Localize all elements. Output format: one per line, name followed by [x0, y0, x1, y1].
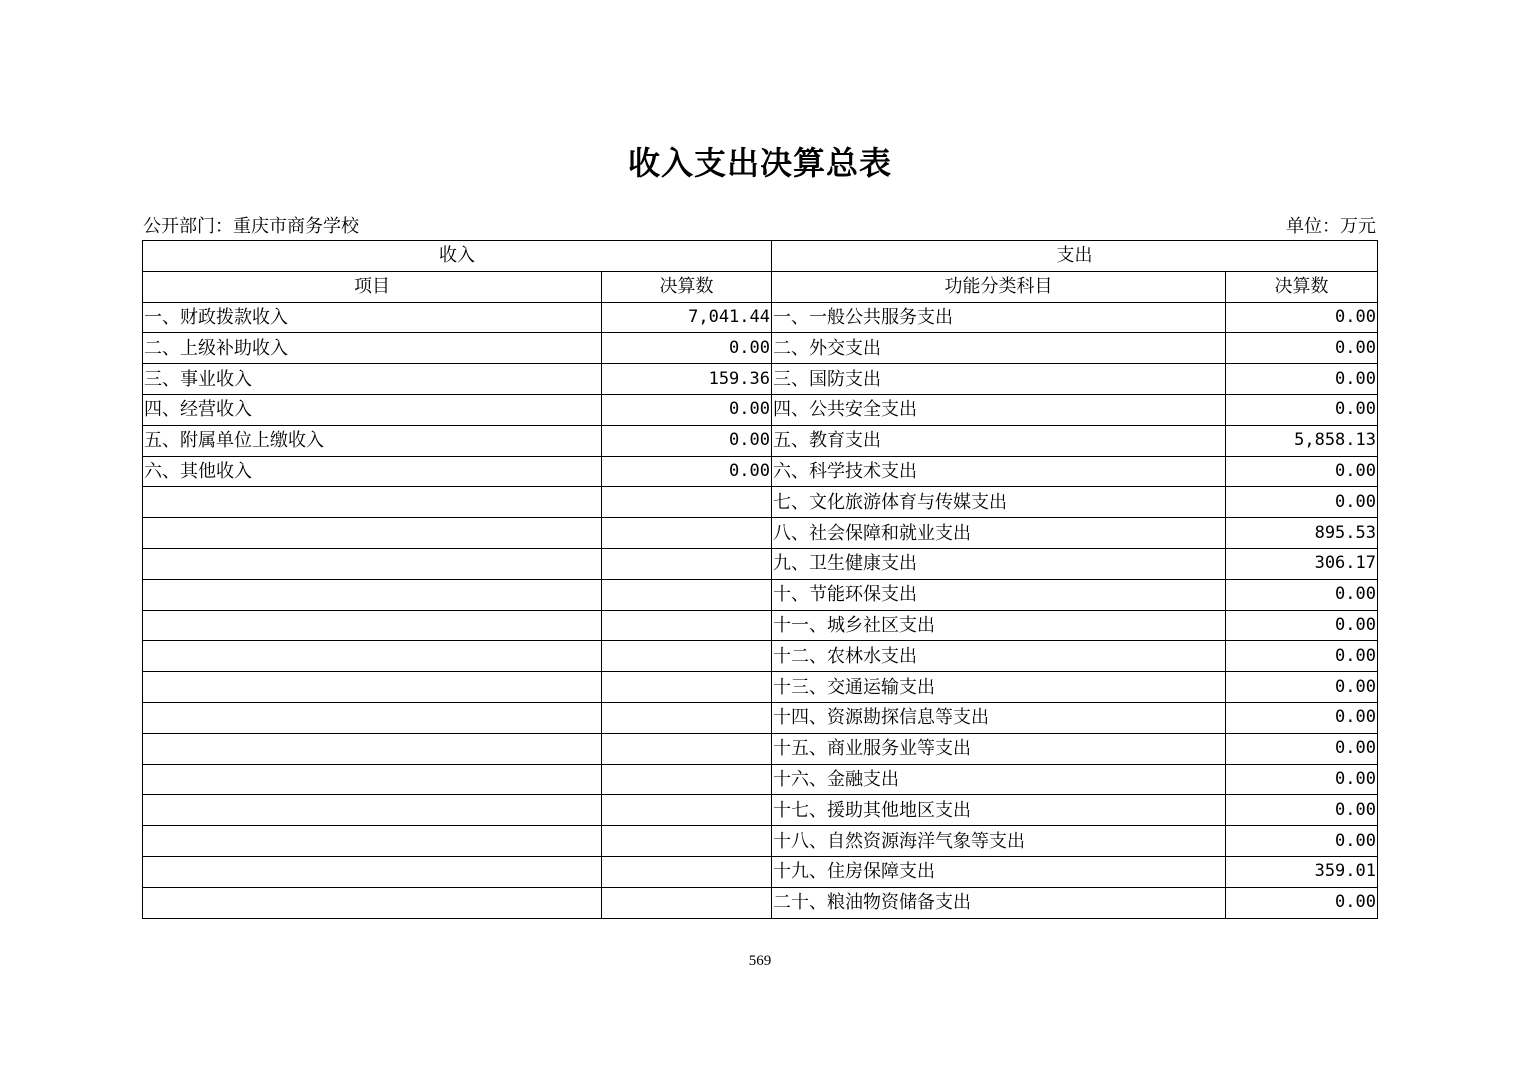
income-item-cell [143, 518, 602, 549]
expense-item-cell: 一、一般公共服务支出 [772, 302, 1226, 333]
income-amount-cell [602, 641, 772, 672]
table-row [143, 425, 1378, 456]
income-item-cell [143, 672, 602, 703]
expense-item-cell: 十七、援助其他地区支出 [772, 795, 1226, 826]
table-row [143, 702, 1378, 733]
header-row-groups [143, 241, 1378, 272]
table-row [143, 364, 1378, 395]
unit-label: 单位：万元 [1286, 216, 1376, 237]
expense-amount-cell: 0.00 [1226, 579, 1378, 610]
income-amount-cell [602, 887, 772, 918]
income-item-cell [143, 733, 602, 764]
table-row [143, 733, 1378, 764]
table-row [143, 887, 1378, 918]
expense-item-cell: 七、文化旅游体育与传媒支出 [772, 487, 1226, 518]
table-row [143, 826, 1378, 857]
expense-amount-cell: 0.00 [1226, 702, 1378, 733]
income-amount-cell [602, 795, 772, 826]
page-number: 569 [748, 953, 772, 969]
expense-item-cell: 十一、城乡社区支出 [772, 610, 1226, 641]
amount-header: 决算数 [602, 271, 772, 302]
expense-amount-cell: 0.00 [1226, 610, 1378, 641]
income-amount-cell [602, 487, 772, 518]
expense-amount-cell: 5,858.13 [1226, 425, 1378, 456]
income-item-cell: 一、财政拨款收入 [143, 302, 602, 333]
income-item-cell [143, 548, 602, 579]
meta-line [143, 212, 1376, 238]
table-row [143, 518, 1378, 549]
income-amount-cell [602, 733, 772, 764]
expense-item-cell: 十九、住房保障支出 [772, 856, 1226, 887]
income-amount-cell: 0.00 [602, 456, 772, 487]
table-row [143, 641, 1378, 672]
table-row [143, 548, 1378, 579]
expense-header: 支出 [772, 241, 1378, 272]
expense-item-cell: 八、社会保障和就业支出 [772, 518, 1226, 549]
income-amount-cell [602, 610, 772, 641]
income-item-cell [143, 641, 602, 672]
income-amount-cell: 159.36 [602, 364, 772, 395]
table-row [143, 579, 1378, 610]
income-expense-table [142, 240, 1378, 919]
income-amount-cell [602, 826, 772, 857]
expense-item-cell: 三、国防支出 [772, 364, 1226, 395]
income-item-cell: 六、其他收入 [143, 456, 602, 487]
income-amount-cell [602, 702, 772, 733]
income-item-cell [143, 487, 602, 518]
income-amount-cell [602, 548, 772, 579]
expense-item-cell: 四、公共安全支出 [772, 394, 1226, 425]
table-row [143, 672, 1378, 703]
income-amount-cell [602, 518, 772, 549]
department-label: 公开部门：重庆市商务学校 [143, 216, 359, 237]
expense-item-cell: 十、节能环保支出 [772, 579, 1226, 610]
expense-amount-cell: 0.00 [1226, 733, 1378, 764]
table-row [143, 333, 1378, 364]
table-row [143, 456, 1378, 487]
expense-amount-cell: 0.00 [1226, 795, 1378, 826]
expense-item-cell: 六、科学技术支出 [772, 456, 1226, 487]
page-title: 收入支出决算总表 [627, 144, 892, 182]
income-amount-cell [602, 672, 772, 703]
income-item-cell: 五、附属单位上缴收入 [143, 425, 602, 456]
expense-amount-cell: 306.17 [1226, 548, 1378, 579]
expense-item-cell: 十八、自然资源海洋气象等支出 [772, 826, 1226, 857]
income-item-cell: 二、上级补助收入 [143, 333, 602, 364]
expense-amount-cell: 0.00 [1226, 764, 1378, 795]
income-amount-cell: 0.00 [602, 425, 772, 456]
table-body [143, 302, 1378, 918]
func-subject-header: 功能分类科目 [772, 271, 1226, 302]
income-item-cell [143, 610, 602, 641]
income-amount-cell [602, 764, 772, 795]
expense-item-cell: 二、外交支出 [772, 333, 1226, 364]
table-row [143, 302, 1378, 333]
income-item-cell [143, 856, 602, 887]
income-item-cell: 四、经营收入 [143, 394, 602, 425]
expense-item-cell: 十三、交通运输支出 [772, 672, 1226, 703]
expense-item-cell: 五、教育支出 [772, 425, 1226, 456]
income-header: 收入 [143, 241, 772, 272]
income-amount-cell [602, 856, 772, 887]
expense-amount-cell: 0.00 [1226, 887, 1378, 918]
income-amount-cell [602, 579, 772, 610]
header-row-columns [143, 271, 1378, 302]
expense-item-cell: 十五、商业服务业等支出 [772, 733, 1226, 764]
table-row [143, 394, 1378, 425]
income-item-cell [143, 764, 602, 795]
table-row [143, 610, 1378, 641]
table-row [143, 795, 1378, 826]
table-row [143, 764, 1378, 795]
expense-amount-cell: 0.00 [1226, 364, 1378, 395]
income-amount-cell: 7,041.44 [602, 302, 772, 333]
expense-amount-cell: 359.01 [1226, 856, 1378, 887]
expense-item-cell: 二十、粮油物资储备支出 [772, 887, 1226, 918]
expense-amount-cell: 0.00 [1226, 456, 1378, 487]
income-item-cell: 三、事业收入 [143, 364, 602, 395]
income-item-cell [143, 826, 602, 857]
expense-item-cell: 十四、资源勘探信息等支出 [772, 702, 1226, 733]
table-row [143, 856, 1378, 887]
income-amount-cell: 0.00 [602, 394, 772, 425]
table-row [143, 487, 1378, 518]
expense-amount-cell: 0.00 [1226, 672, 1378, 703]
expense-amount-cell: 0.00 [1226, 394, 1378, 425]
expense-amount-cell: 0.00 [1226, 333, 1378, 364]
amount-header-2: 决算数 [1226, 271, 1378, 302]
income-item-cell [143, 795, 602, 826]
expense-item-cell: 十六、金融支出 [772, 764, 1226, 795]
item-header: 项目 [143, 271, 602, 302]
income-amount-cell: 0.00 [602, 333, 772, 364]
expense-item-cell: 九、卫生健康支出 [772, 548, 1226, 579]
income-item-cell [143, 579, 602, 610]
income-item-cell [143, 887, 602, 918]
expense-item-cell: 十二、农林水支出 [772, 641, 1226, 672]
expense-amount-cell: 0.00 [1226, 302, 1378, 333]
expense-amount-cell: 0.00 [1226, 826, 1378, 857]
expense-amount-cell: 0.00 [1226, 487, 1378, 518]
income-item-cell [143, 702, 602, 733]
expense-amount-cell: 895.53 [1226, 518, 1378, 549]
expense-amount-cell: 0.00 [1226, 641, 1378, 672]
